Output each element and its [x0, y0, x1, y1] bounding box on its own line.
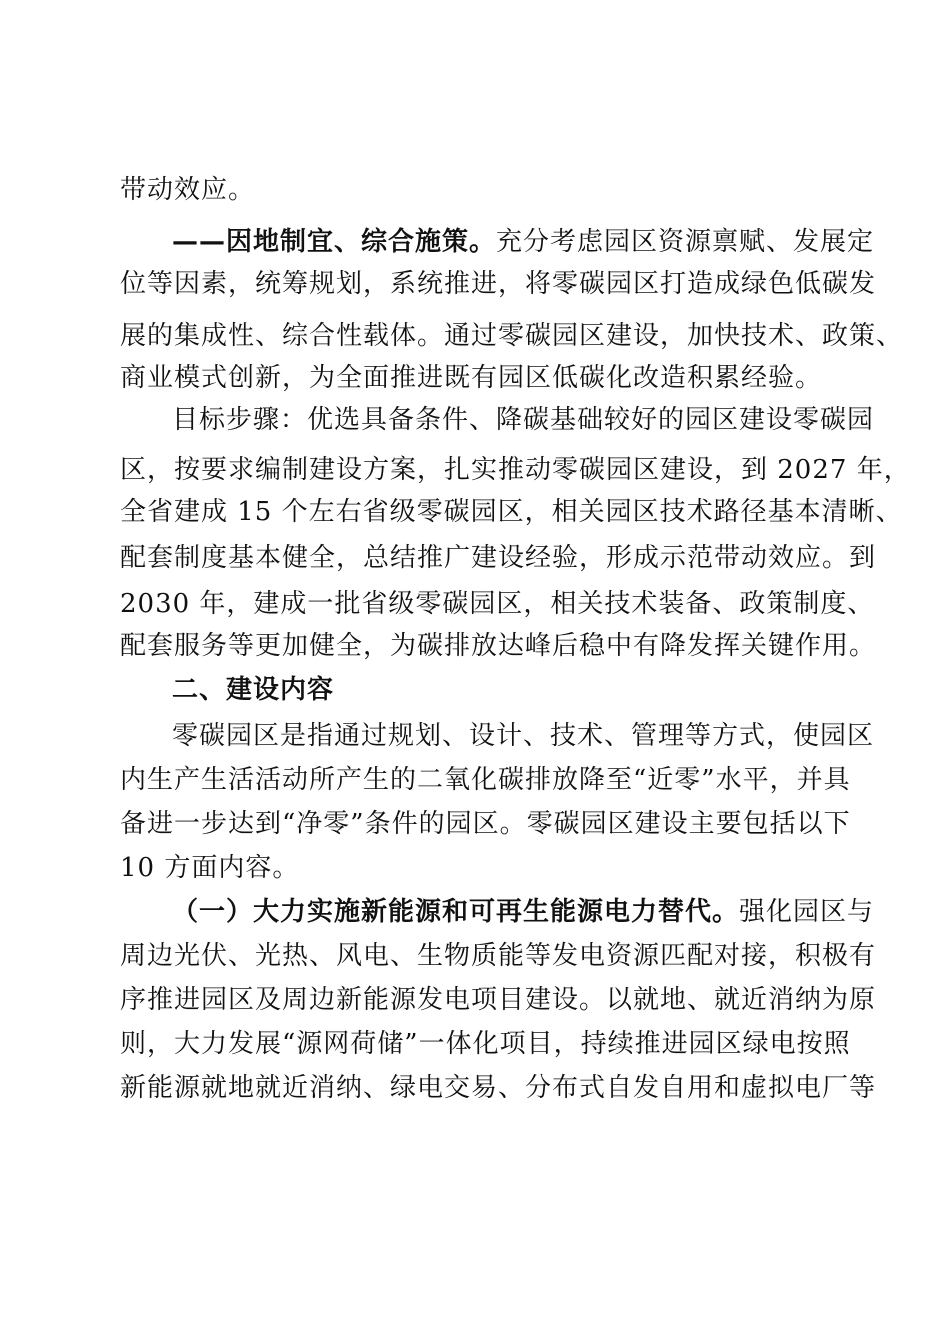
principle-title: ——因地制宜、综合施策。 — [172, 227, 497, 257]
text-line: 2030 年，建成一批省级零碳园区，相关技术装备、政策制度、 — [120, 589, 875, 619]
text-line: 配套制度基本健全，总结推广建设经验，形成示范带动效应。到 — [120, 543, 877, 573]
text-line: 零碳园区是指通过规划、设计、技术、管理等方式，使园区 — [172, 721, 875, 751]
text-line: 位等因素，统筹规划，系统推进，将零碳园区打造成绿色低碳发 — [120, 269, 877, 299]
text-line: 则，大力发展“源网荷储”一体化项目，持续推进园区绿电按照 — [120, 1029, 851, 1059]
text-line — [172, 892, 875, 932]
text-line: 展的集成性、综合性载体。通过零碳园区建设，加快技术、政策、 — [120, 321, 904, 351]
text-span: 充分考虑园区资源禀赋、发展定 — [496, 227, 875, 257]
text-line: 配套服务等更加健全，为碳排放达峰后稳中有降发挥关键作用。 — [120, 631, 877, 661]
text-line: 目标步骤：优选具备条件、降碳基础较好的园区建设零碳园 — [172, 405, 875, 435]
text-line: 备进一步达到“净零”条件的园区。零碳园区建设主要包括以下 — [120, 809, 851, 839]
text-line: 10 方面内容。 — [120, 853, 300, 883]
text-line: 内生产生活活动所产生的二氧化碳排放降至“近零”水平，并具 — [120, 765, 851, 795]
text-line: 区，按要求编制建设方案，扎实推动零碳园区建设，到 2027 年， — [120, 455, 911, 485]
subsection-title: （一）大力实施新能源和可再生能源电力替代。 — [172, 897, 740, 927]
text-line: 全省建成 15 个左右省级零碳园区，相关园区技术路径基本清晰、 — [120, 497, 903, 527]
text-line — [172, 222, 875, 262]
text-line: 带动效应。 — [120, 175, 256, 205]
text-line: 新能源就地就近消纳、绿电交易、分布式自发自用和虚拟电厂等 — [120, 1073, 877, 1103]
section-heading: 二、建设内容 — [172, 675, 335, 705]
text-span: 强化园区与 — [739, 897, 875, 927]
text-line: 序推进园区及周边新能源发电项目建设。以就地、就近消纳为原 — [120, 985, 877, 1015]
text-line: 周边光伏、光热、风电、生物质能等发电资源匹配对接，积极有 — [120, 941, 877, 971]
text-line: 商业模式创新，为全面推进既有园区低碳化改造积累经验。 — [120, 363, 823, 393]
